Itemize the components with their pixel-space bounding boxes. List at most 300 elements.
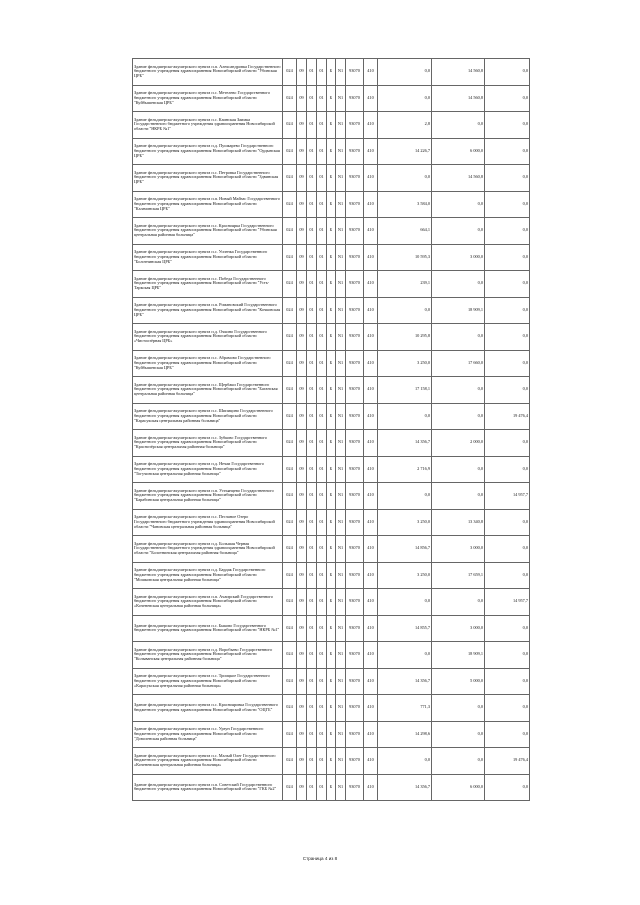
cell-code-section: 09 xyxy=(297,85,307,112)
cell-code-direction: 93070 xyxy=(346,244,364,271)
cell-code-subprogram: Б xyxy=(327,456,336,483)
table-row xyxy=(133,59,530,86)
cell-value-year-2: 0,0 xyxy=(432,748,485,775)
cell-code-direction: 93070 xyxy=(346,536,364,563)
cell-code-subprogram: Б xyxy=(327,297,336,324)
cell-code-section: 09 xyxy=(297,748,307,775)
table-body xyxy=(133,59,530,801)
cell-value-year-1: 664,1 xyxy=(378,218,432,245)
cell-code-subprogram: Б xyxy=(327,721,336,748)
cell-code-project: N1 xyxy=(336,695,346,722)
cell-code-subsection: 01 xyxy=(307,721,317,748)
cell-code-subprogram: Б xyxy=(327,668,336,695)
cell-value-year-3: 0,0 xyxy=(485,112,530,139)
cell-code-direction: 93070 xyxy=(346,562,364,589)
cell-code-expense-type: 410 xyxy=(364,271,378,298)
cell-code-direction: 93070 xyxy=(346,271,364,298)
table-row xyxy=(133,774,530,801)
table-row xyxy=(133,562,530,589)
cell-value-year-1: 239,1 xyxy=(378,271,432,298)
cell-code-subprogram: Б xyxy=(327,244,336,271)
cell-code-expense-type: 410 xyxy=(364,377,378,404)
cell-code-subsection: 01 xyxy=(307,509,317,536)
cell-value-year-1: 14 356,7 xyxy=(378,774,432,801)
cell-code-ministry: 024 xyxy=(283,589,297,616)
table-row xyxy=(133,112,530,139)
cell-value-year-1: 0,0 xyxy=(378,589,432,616)
cell-code-direction: 93070 xyxy=(346,324,364,351)
table-row xyxy=(133,456,530,483)
cell-object-name: Здание фельдшерско-акушерского пункта п.д. Пушкарево Государственного бюджетного учреждения здравоохранения Новосибирской области "Ордынская ЦРБ" xyxy=(133,138,283,165)
table-row xyxy=(133,748,530,775)
cell-code-expense-type: 410 xyxy=(364,668,378,695)
cell-value-year-1: 2,8 xyxy=(378,112,432,139)
cell-value-year-3: 0,0 xyxy=(485,774,530,801)
table-row xyxy=(133,324,530,351)
cell-object-name: Здание фельдшерско-акушерского пункта п.п. Устьянцево Государственного бюджетного учреждения здравоохранения Новосибирской области "Барабинская центральная районная больница" xyxy=(133,483,283,510)
cell-value-year-2: 14 560,8 xyxy=(432,85,485,112)
cell-code-subsection: 01 xyxy=(307,112,317,139)
cell-value-year-2: 0,0 xyxy=(432,112,485,139)
cell-code-ministry: 024 xyxy=(283,377,297,404)
cell-code-program: 01 xyxy=(317,589,327,616)
cell-object-name: Здание фельдшерско-акушерского пункта п.с. Быково Государственного бюджетного учреждения здравоохранения Новосибирской области "НКРБ №1" xyxy=(133,615,283,642)
cell-code-program: 01 xyxy=(317,562,327,589)
cell-code-expense-type: 410 xyxy=(364,721,378,748)
cell-code-subsection: 01 xyxy=(307,483,317,510)
cell-code-section: 09 xyxy=(297,350,307,377)
cell-value-year-1: 17 158,1 xyxy=(378,377,432,404)
cell-code-ministry: 024 xyxy=(283,297,297,324)
table-row xyxy=(133,85,530,112)
cell-code-program: 01 xyxy=(317,244,327,271)
table-row xyxy=(133,191,530,218)
cell-value-year-1: 3 250,0 xyxy=(378,562,432,589)
cell-code-section: 09 xyxy=(297,377,307,404)
cell-value-year-1: 3 250,0 xyxy=(378,509,432,536)
cell-value-year-3: 0,0 xyxy=(485,721,530,748)
cell-code-ministry: 024 xyxy=(283,244,297,271)
cell-code-direction: 93070 xyxy=(346,85,364,112)
cell-code-ministry: 024 xyxy=(283,59,297,86)
cell-value-year-3: 0,0 xyxy=(485,271,530,298)
cell-code-program: 01 xyxy=(317,483,327,510)
cell-object-name: Здание фельдшерско-акушерского пункта п.с. Урзун Государственного бюджетного учреждения здравоохранения Новосибирской области "Доволенская районная больница" xyxy=(133,721,283,748)
cell-code-direction: 93070 xyxy=(346,456,364,483)
cell-value-year-2: 18 909,1 xyxy=(432,642,485,669)
cell-value-year-1: 0,0 xyxy=(378,165,432,192)
cell-value-year-1: 2 716,9 xyxy=(378,456,432,483)
cell-value-year-2: 3 000,0 xyxy=(432,615,485,642)
cell-code-program: 01 xyxy=(317,138,327,165)
cell-value-year-2: 0,0 xyxy=(432,324,485,351)
cell-code-expense-type: 410 xyxy=(364,138,378,165)
cell-value-year-1: 10 595,3 xyxy=(378,244,432,271)
cell-code-section: 09 xyxy=(297,615,307,642)
cell-code-subprogram: Б xyxy=(327,430,336,457)
cell-code-ministry: 024 xyxy=(283,456,297,483)
cell-code-direction: 93070 xyxy=(346,695,364,722)
cell-code-subsection: 01 xyxy=(307,350,317,377)
cell-code-project: N1 xyxy=(336,642,346,669)
cell-value-year-1: 14 856,7 xyxy=(378,536,432,563)
cell-code-program: 01 xyxy=(317,297,327,324)
cell-value-year-1: 0,0 xyxy=(378,85,432,112)
table-row xyxy=(133,350,530,377)
cell-code-project: N1 xyxy=(336,509,346,536)
cell-code-ministry: 024 xyxy=(283,403,297,430)
cell-code-project: N1 xyxy=(336,112,346,139)
cell-value-year-1: 771,3 xyxy=(378,695,432,722)
cell-code-subsection: 01 xyxy=(307,191,317,218)
cell-code-program: 01 xyxy=(317,668,327,695)
cell-code-section: 09 xyxy=(297,642,307,669)
cell-code-expense-type: 410 xyxy=(364,403,378,430)
cell-code-direction: 93070 xyxy=(346,403,364,430)
cell-value-year-1: 0,0 xyxy=(378,748,432,775)
cell-code-section: 09 xyxy=(297,112,307,139)
cell-code-section: 09 xyxy=(297,271,307,298)
cell-code-subsection: 01 xyxy=(307,615,317,642)
cell-value-year-3: 0,0 xyxy=(485,191,530,218)
cell-value-year-2: 0,0 xyxy=(432,456,485,483)
cell-code-subprogram: Б xyxy=(327,138,336,165)
cell-value-year-2: 0,0 xyxy=(432,218,485,245)
cell-code-section: 09 xyxy=(297,191,307,218)
cell-value-year-3: 0,0 xyxy=(485,218,530,245)
cell-code-direction: 93070 xyxy=(346,165,364,192)
cell-code-section: 09 xyxy=(297,138,307,165)
cell-code-direction: 93070 xyxy=(346,377,364,404)
cell-code-program: 01 xyxy=(317,536,327,563)
cell-value-year-3: 0,0 xyxy=(485,297,530,324)
cell-code-subprogram: Б xyxy=(327,403,336,430)
cell-code-program: 01 xyxy=(317,59,327,86)
cell-code-subsection: 01 xyxy=(307,218,317,245)
cell-object-name: Здание фельдшерско-акушерского пункта п.д. Бардак Государственного бюджетного учреждения здравоохранения Новосибирской области "Мошковская центральная районная больница" xyxy=(133,562,283,589)
cell-code-expense-type: 410 xyxy=(364,562,378,589)
cell-code-expense-type: 410 xyxy=(364,218,378,245)
cell-code-subsection: 01 xyxy=(307,589,317,616)
cell-object-name: Здание фельдшерско-акушерского пункта п.с. Щербаки Государственного бюджетного учреждения здравоохранения Новосибирской области "Баганская центральная районная больница" xyxy=(133,377,283,404)
cell-code-project: N1 xyxy=(336,589,346,616)
cell-code-expense-type: 410 xyxy=(364,165,378,192)
cell-object-name: Здание фельдшерско-акушерского пункта п.п. Новый Майзас Государственного бюджетного учреждения здравоохранения Новосибирской области "Калачинская ЦРБ" xyxy=(133,191,283,218)
table-row xyxy=(133,721,530,748)
cell-code-program: 01 xyxy=(317,377,327,404)
cell-code-direction: 93070 xyxy=(346,642,364,669)
cell-code-project: N1 xyxy=(336,456,346,483)
cell-code-expense-type: 410 xyxy=(364,509,378,536)
cell-code-section: 09 xyxy=(297,297,307,324)
cell-code-program: 01 xyxy=(317,642,327,669)
cell-object-name: Здание фельдшерско-акушерского пункта п.с. Метелево Государственного бюджетного учреждения здравоохранения Новосибирской области "Куйбышевская ЦРБ" xyxy=(133,85,283,112)
cell-value-year-2: 6 000,0 xyxy=(432,138,485,165)
cell-value-year-2: 0,0 xyxy=(432,377,485,404)
cell-code-ministry: 024 xyxy=(283,85,297,112)
cell-value-year-3: 0,0 xyxy=(485,668,530,695)
cell-code-expense-type: 410 xyxy=(364,350,378,377)
cell-code-direction: 93070 xyxy=(346,774,364,801)
cell-code-expense-type: 410 xyxy=(364,244,378,271)
cell-value-year-3: 0,0 xyxy=(485,377,530,404)
cell-code-project: N1 xyxy=(336,615,346,642)
cell-object-name: Здание фельдшерско-акушерского пункта п.д. Воробьево Государственного бюджетного учреждения здравоохранения Новосибирской области "Колыванская центральная районная больница" xyxy=(133,642,283,669)
cell-code-section: 09 xyxy=(297,589,307,616)
cell-code-subsection: 01 xyxy=(307,324,317,351)
cell-value-year-2: 0,0 xyxy=(432,695,485,722)
cell-code-project: N1 xyxy=(336,271,346,298)
cell-value-year-3: 0,0 xyxy=(485,138,530,165)
cell-code-ministry: 024 xyxy=(283,774,297,801)
table-row xyxy=(133,536,530,563)
cell-value-year-2: 0,0 xyxy=(432,403,485,430)
cell-code-expense-type: 410 xyxy=(364,642,378,669)
cell-object-name: Здание фельдшерско-акушерского пункта п.с. Троицкое Государственного бюджетного учреждения здравоохранения Новосибирской области «Карасукская центральная районная больница» xyxy=(133,668,283,695)
cell-code-subsection: 01 xyxy=(307,377,317,404)
cell-code-expense-type: 410 xyxy=(364,748,378,775)
cell-code-project: N1 xyxy=(336,377,346,404)
cell-value-year-1: 14 226,7 xyxy=(378,138,432,165)
cell-code-subprogram: Б xyxy=(327,271,336,298)
cell-code-section: 09 xyxy=(297,403,307,430)
cell-code-expense-type: 410 xyxy=(364,774,378,801)
cell-value-year-3: 0,0 xyxy=(485,536,530,563)
cell-code-project: N1 xyxy=(336,297,346,324)
cell-code-section: 09 xyxy=(297,244,307,271)
cell-code-direction: 93070 xyxy=(346,218,364,245)
table-row xyxy=(133,615,530,642)
cell-code-program: 01 xyxy=(317,112,327,139)
cell-value-year-1: 14 855,7 xyxy=(378,615,432,642)
cell-value-year-3: 0,0 xyxy=(485,562,530,589)
cell-object-name: Здание фельдшерско-акушерского пункта п.с. Зубково Государственного бюджетного учреждения здравоохранения Новосибирской области "Краснозёрская центральная районная больница" xyxy=(133,430,283,457)
cell-code-expense-type: 410 xyxy=(364,615,378,642)
cell-code-subprogram: Б xyxy=(327,774,336,801)
cell-code-subsection: 01 xyxy=(307,59,317,86)
cell-code-program: 01 xyxy=(317,456,327,483)
cell-value-year-2: 0,0 xyxy=(432,589,485,616)
cell-code-ministry: 024 xyxy=(283,748,297,775)
cell-value-year-1: 10 295,8 xyxy=(378,324,432,351)
cell-code-project: N1 xyxy=(336,59,346,86)
cell-code-program: 01 xyxy=(317,218,327,245)
cell-code-program: 01 xyxy=(317,509,327,536)
cell-code-expense-type: 410 xyxy=(364,430,378,457)
cell-code-subprogram: Б xyxy=(327,748,336,775)
cell-value-year-1: 14 298,6 xyxy=(378,721,432,748)
cell-code-project: N1 xyxy=(336,483,346,510)
cell-code-ministry: 024 xyxy=(283,695,297,722)
cell-code-subprogram: Б xyxy=(327,112,336,139)
page-number: Страница 4 из 8 xyxy=(302,856,338,861)
cell-object-name: Здание фельдшерско-акушерского пункта п.с. Малый Олег Государственного бюджетного учреждения здравоохранения Новосибирской области «Коченевская центральная районная больница» xyxy=(133,748,283,775)
cell-code-expense-type: 410 xyxy=(364,324,378,351)
cell-code-subsection: 01 xyxy=(307,244,317,271)
cell-code-project: N1 xyxy=(336,748,346,775)
cell-code-ministry: 024 xyxy=(283,138,297,165)
cell-code-subprogram: Б xyxy=(327,695,336,722)
cell-object-name: Здание фельдшерско-акушерского пункта п.с. Петровка Государственного бюджетного учреждения здравоохранения Новосибирской области "Здвинская ЦРБ" xyxy=(133,165,283,192)
cell-code-direction: 93070 xyxy=(346,721,364,748)
cell-code-subprogram: Б xyxy=(327,218,336,245)
table-row xyxy=(133,589,530,616)
cell-value-year-1: 3 584,0 xyxy=(378,191,432,218)
cell-code-direction: 93070 xyxy=(346,350,364,377)
cell-code-ministry: 024 xyxy=(283,271,297,298)
cell-code-direction: 93070 xyxy=(346,138,364,165)
cell-code-ministry: 024 xyxy=(283,165,297,192)
cell-code-project: N1 xyxy=(336,165,346,192)
cell-code-section: 09 xyxy=(297,774,307,801)
cell-value-year-1: 0,0 xyxy=(378,297,432,324)
cell-value-year-3: 19 476,4 xyxy=(485,403,530,430)
cell-code-program: 01 xyxy=(317,324,327,351)
cell-object-name: Здание фельдшерско-акушерского пункта п.с. Красноярка Государственного бюджетного учреждения здравоохранения Новосибирской области "Убинская центральная районная больница" xyxy=(133,218,283,245)
cell-value-year-1: 3 250,0 xyxy=(378,350,432,377)
cell-value-year-3: 14 957,7 xyxy=(485,589,530,616)
cell-value-year-1: 14 356,7 xyxy=(378,668,432,695)
cell-value-year-3: 0,0 xyxy=(485,430,530,457)
cell-code-program: 01 xyxy=(317,165,327,192)
cell-code-project: N1 xyxy=(336,430,346,457)
cell-code-expense-type: 410 xyxy=(364,536,378,563)
cell-code-project: N1 xyxy=(336,403,346,430)
cell-value-year-2: 3 000,0 xyxy=(432,536,485,563)
cell-code-section: 09 xyxy=(297,536,307,563)
cell-value-year-3: 0,0 xyxy=(485,244,530,271)
cell-code-section: 09 xyxy=(297,165,307,192)
cell-code-project: N1 xyxy=(336,350,346,377)
cell-code-program: 01 xyxy=(317,271,327,298)
cell-code-subprogram: Б xyxy=(327,59,336,86)
cell-code-program: 01 xyxy=(317,85,327,112)
cell-value-year-3: 19 476,4 xyxy=(485,748,530,775)
cell-code-direction: 93070 xyxy=(346,483,364,510)
cell-code-subprogram: Б xyxy=(327,536,336,563)
cell-code-ministry: 024 xyxy=(283,562,297,589)
cell-code-project: N1 xyxy=(336,774,346,801)
cell-code-subprogram: Б xyxy=(327,191,336,218)
table-row xyxy=(133,430,530,457)
cell-object-name: Здание фельдшерско-акушерского пункта п.п. Александровка Государственного бюджетного учреждения здравоохранения Новосибирской области "Убинская ЦРБ" xyxy=(133,59,283,86)
cell-code-section: 09 xyxy=(297,324,307,351)
cell-code-ministry: 024 xyxy=(283,218,297,245)
cell-code-subsection: 01 xyxy=(307,138,317,165)
cell-object-name: Здание фельдшерско-акушерского пункта п.п. Советский Государственного бюджетного учреждения здравоохранения Новосибирской области "ГКБ №2" xyxy=(133,774,283,801)
cell-value-year-1: 0,0 xyxy=(378,483,432,510)
cell-code-section: 09 xyxy=(297,430,307,457)
cell-code-project: N1 xyxy=(336,562,346,589)
cell-code-program: 01 xyxy=(317,721,327,748)
cell-code-direction: 93070 xyxy=(346,668,364,695)
cell-code-direction: 93070 xyxy=(346,509,364,536)
cell-code-ministry: 024 xyxy=(283,668,297,695)
cell-code-section: 09 xyxy=(297,668,307,695)
cell-code-expense-type: 410 xyxy=(364,112,378,139)
cell-value-year-2: 0,0 xyxy=(432,271,485,298)
cell-code-direction: 93070 xyxy=(346,748,364,775)
cell-value-year-3: 0,0 xyxy=(485,165,530,192)
cell-code-subsection: 01 xyxy=(307,297,317,324)
cell-code-section: 09 xyxy=(297,218,307,245)
table-row xyxy=(133,642,530,669)
cell-code-direction: 93070 xyxy=(346,112,364,139)
cell-code-section: 09 xyxy=(297,456,307,483)
cell-code-direction: 93070 xyxy=(346,297,364,324)
cell-code-subsection: 01 xyxy=(307,695,317,722)
budget-table xyxy=(132,58,530,801)
cell-code-expense-type: 410 xyxy=(364,695,378,722)
cell-code-program: 01 xyxy=(317,615,327,642)
cell-code-project: N1 xyxy=(336,721,346,748)
cell-code-subsection: 01 xyxy=(307,668,317,695)
cell-code-subprogram: Б xyxy=(327,85,336,112)
cell-value-year-2: 2 000,0 xyxy=(432,430,485,457)
table-row xyxy=(133,509,530,536)
table-row xyxy=(133,403,530,430)
cell-code-program: 01 xyxy=(317,748,327,775)
cell-code-subprogram: Б xyxy=(327,350,336,377)
table-row xyxy=(133,218,530,245)
cell-code-ministry: 024 xyxy=(283,324,297,351)
cell-code-ministry: 024 xyxy=(283,191,297,218)
cell-code-subsection: 01 xyxy=(307,456,317,483)
cell-object-name: Здание фельдшерско-акушерского пункта п.п. Романовский Государственного бюджетного учреждения здравоохранения Новосибирской области "Кочковская ЦРБ" xyxy=(133,297,283,324)
cell-code-expense-type: 410 xyxy=(364,456,378,483)
cell-code-expense-type: 410 xyxy=(364,59,378,86)
cell-code-ministry: 024 xyxy=(283,536,297,563)
cell-code-program: 01 xyxy=(317,430,327,457)
cell-code-section: 09 xyxy=(297,721,307,748)
cell-code-project: N1 xyxy=(336,668,346,695)
cell-value-year-3: 0,0 xyxy=(485,59,530,86)
table-row xyxy=(133,695,530,722)
cell-code-subprogram: Б xyxy=(327,589,336,616)
cell-value-year-1: 0,0 xyxy=(378,403,432,430)
cell-value-year-2: 0,0 xyxy=(432,483,485,510)
cell-code-project: N1 xyxy=(336,191,346,218)
cell-code-project: N1 xyxy=(336,244,346,271)
cell-code-project: N1 xyxy=(336,138,346,165)
cell-code-expense-type: 410 xyxy=(364,483,378,510)
cell-value-year-2: 14 560,8 xyxy=(432,59,485,86)
cell-code-subprogram: Б xyxy=(327,642,336,669)
cell-object-name: Здание фельдшерско-акушерского пункта п.с. Каинская Заимка Государственного бюджетного учреждения здравоохранения Новосибирской области "НКРБ №1" xyxy=(133,112,283,139)
cell-value-year-3: 14 957,7 xyxy=(485,483,530,510)
cell-code-expense-type: 410 xyxy=(364,297,378,324)
cell-code-subsection: 01 xyxy=(307,403,317,430)
cell-value-year-3: 0,0 xyxy=(485,509,530,536)
cell-value-year-3: 0,0 xyxy=(485,615,530,642)
cell-code-direction: 93070 xyxy=(346,191,364,218)
cell-value-year-2: 13 340,8 xyxy=(432,509,485,536)
cell-code-expense-type: 410 xyxy=(364,191,378,218)
cell-value-year-2: 3 000,0 xyxy=(432,244,485,271)
cell-code-subsection: 01 xyxy=(307,271,317,298)
cell-code-ministry: 024 xyxy=(283,112,297,139)
cell-object-name: Здание фельдшерско-акушерского пункта п.с. Песчаное Озеро Государственного бюджетного учреждения здравоохранения Новосибирской области "Чановская центральная районная больница" xyxy=(133,509,283,536)
cell-value-year-1: 0,0 xyxy=(378,59,432,86)
cell-value-year-2: 17 660,0 xyxy=(432,350,485,377)
cell-object-name: Здание фельдшерско-акушерского пункта п.с. Шипицино Государственного бюджетного учреждения здравоохранения Новосибирской области "Карасукская центральная районная больница" xyxy=(133,403,283,430)
table-row xyxy=(133,138,530,165)
cell-value-year-2: 18 909,1 xyxy=(432,297,485,324)
cell-value-year-2: 0,0 xyxy=(432,191,485,218)
cell-code-direction: 93070 xyxy=(346,59,364,86)
cell-code-ministry: 024 xyxy=(283,721,297,748)
cell-value-year-1: 0,0 xyxy=(378,642,432,669)
